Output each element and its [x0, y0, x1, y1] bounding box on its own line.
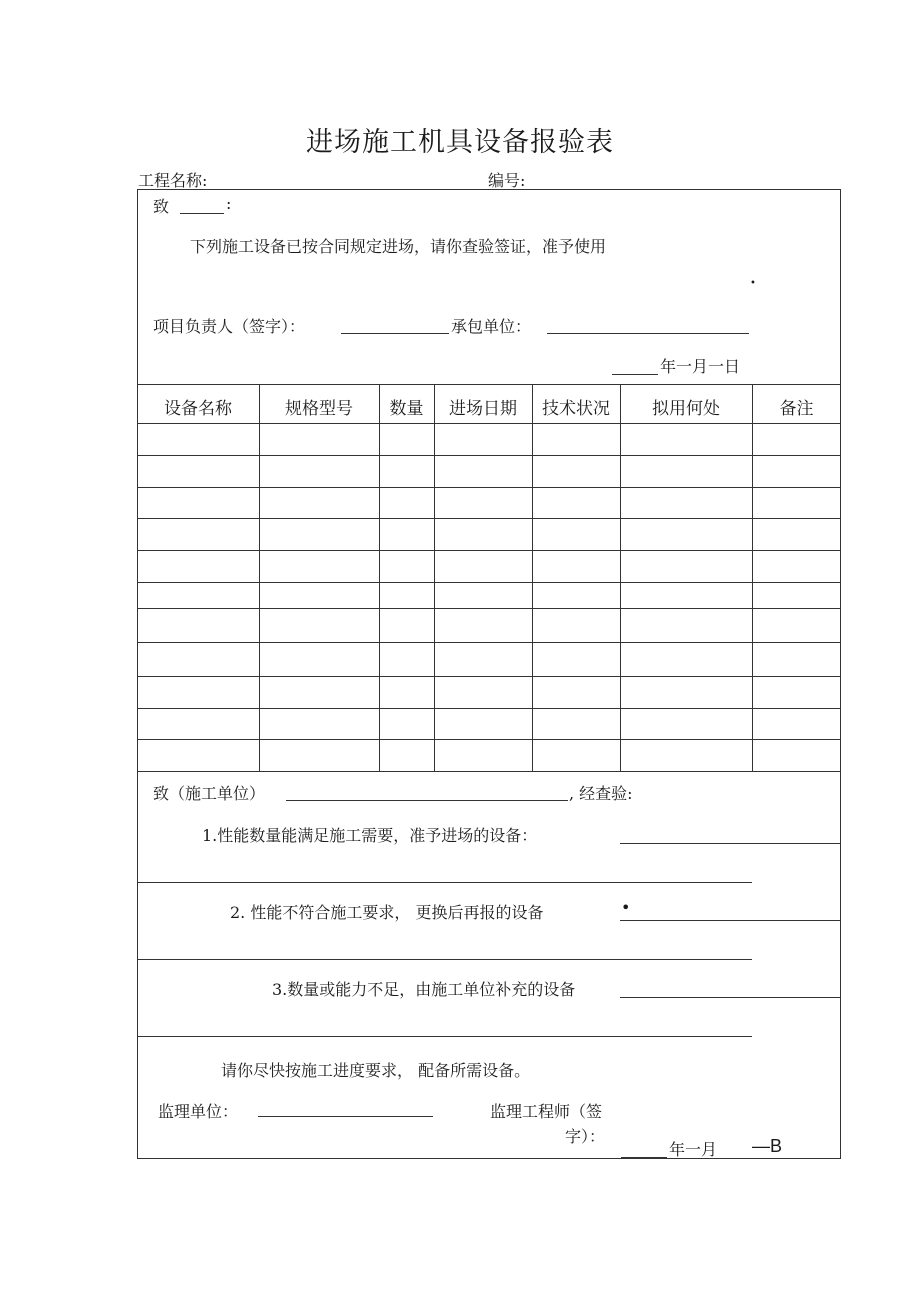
- sign-date-year-field[interactable]: [621, 1157, 667, 1158]
- item3-field[interactable]: [620, 997, 841, 998]
- item2-text: 2. 性能不符合施工要求， 更换后再报的设备: [230, 903, 544, 922]
- table-col-divider: [620, 384, 621, 771]
- engineer-signature-label: 监理工程师（签: [490, 1102, 603, 1121]
- table-col-divider: [379, 384, 380, 771]
- item2-dot: •: [621, 898, 631, 917]
- inspection-to-label: 致（施工单位）: [153, 784, 266, 803]
- to-recipient-field[interactable]: [180, 213, 224, 214]
- table-bottom-border: [137, 771, 841, 772]
- table-row-border: [137, 518, 841, 519]
- manager-signature-field[interactable]: [341, 333, 449, 334]
- checked-label: , 经查验:: [569, 784, 633, 803]
- statement-text: 下列施工设备已按合同规定进场，请你查验签证，准予使用: [190, 237, 607, 256]
- sign-date-tail: —B: [752, 1136, 783, 1156]
- item3-text: 3.数量或能力不足，由施工单位补充的设备: [272, 980, 576, 999]
- table-row-border: [137, 739, 841, 740]
- column-header-quantity: 数量: [389, 399, 424, 419]
- table-col-divider: [532, 384, 533, 771]
- date-year-field[interactable]: [612, 374, 658, 375]
- contractor-field[interactable]: [547, 333, 749, 334]
- stray-dot: •: [750, 278, 756, 289]
- item1-text: 1.性能数量能满足施工需要，准予进场的设备：: [202, 826, 538, 845]
- table-row-border: [137, 582, 841, 583]
- column-header-remarks: 备注: [779, 399, 814, 419]
- table-row-border: [137, 487, 841, 488]
- column-header-intended-use: 拟用何处: [652, 399, 720, 419]
- supervisor-unit-label: 监理单位：: [158, 1102, 239, 1121]
- table-header-border: [137, 423, 841, 424]
- manager-signature-label: 项目负责人（签字）：: [153, 317, 306, 336]
- table-row-border: [137, 455, 841, 456]
- table-col-divider: [752, 384, 753, 771]
- construction-unit-field[interactable]: [286, 800, 568, 801]
- sign-date-text: 年一月: [669, 1140, 718, 1159]
- to-label: 致: [153, 197, 170, 216]
- table-row-border: [137, 550, 841, 551]
- contractor-label: 承包单位：: [451, 317, 532, 336]
- table-row-border: [137, 642, 841, 643]
- column-header-entry-date: 进场日期: [449, 399, 517, 419]
- project-name-label: 工程名称:: [138, 171, 208, 190]
- item2-field[interactable]: [620, 920, 841, 921]
- table-row-border: [137, 676, 841, 677]
- column-header-model: 规格型号: [285, 399, 353, 419]
- item2-continuation-line[interactable]: [137, 959, 752, 960]
- engineer-signature-label-cont: 字）：: [565, 1127, 606, 1146]
- column-header-equipment-name: 设备名称: [164, 399, 232, 419]
- table-col-divider: [434, 384, 435, 771]
- to-colon: :: [226, 194, 232, 213]
- table-top-border: [137, 384, 841, 385]
- table-row-border: [137, 608, 841, 609]
- column-header-condition: 技术状况: [542, 399, 610, 419]
- request-text: 请你尽快按施工进度要求， 配备所需设备。: [221, 1061, 531, 1080]
- item1-continuation-line[interactable]: [137, 882, 752, 883]
- number-label: 编号:: [488, 171, 526, 190]
- table-col-divider: [259, 384, 260, 771]
- date-text: 年一月一日: [660, 357, 741, 376]
- supervisor-unit-field[interactable]: [258, 1116, 433, 1117]
- page-title: 进场施工机具设备报验表: [306, 127, 614, 158]
- table-row-border: [137, 708, 841, 709]
- item1-field[interactable]: [620, 843, 841, 844]
- item3-continuation-line[interactable]: [137, 1036, 752, 1037]
